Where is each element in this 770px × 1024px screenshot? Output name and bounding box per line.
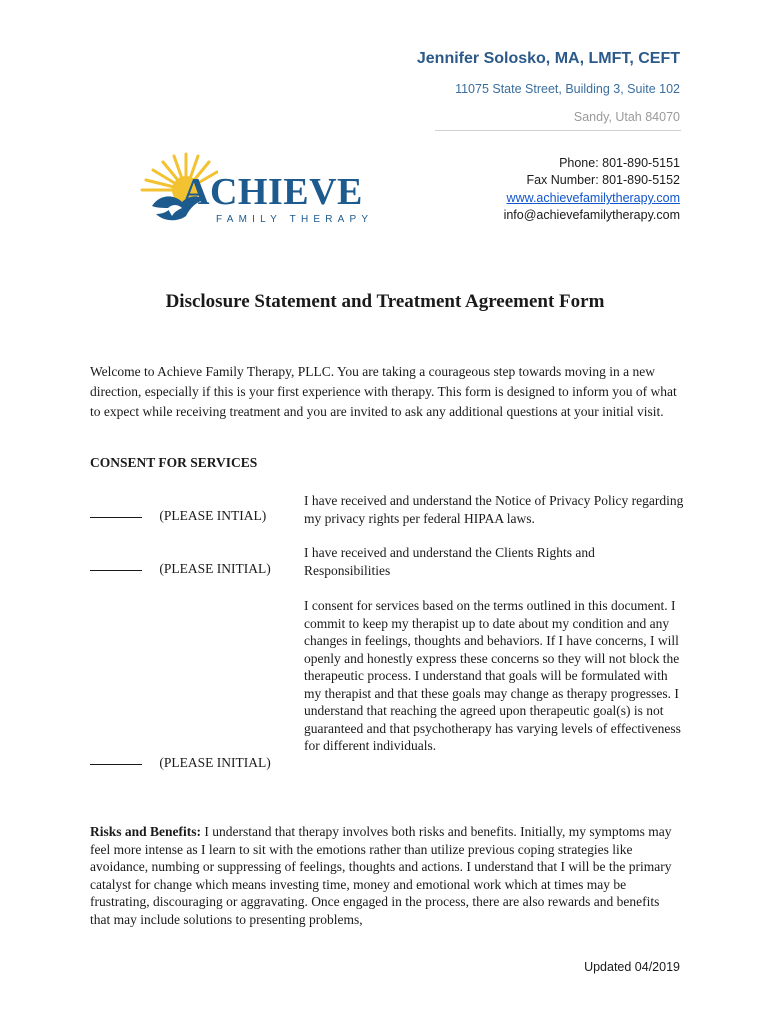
fax-number: Fax Number: 801-890-5152 [526,173,680,187]
statement-consent: I consent for services based on the terms outlined in this document. I commit to keep my therapist up to date about my condition and any changes in feelings, thoughts and behaviors. If I have concerns, I will openly and honestly express these concerns so they will not block the therapeutic process. I understand that goals will be formulated with my therapist and that these goals may change as therapy progresses. I understand that reaching the agreed upon therapeutic goal(s) is not guaranteed and that psychotherapy has varying levels of effectiveness for different individuals. [304,598,681,753]
statement-privacy: I have received and understand the Notice of Privacy Policy regarding my privacy rights per federal HIPAA laws. [304,493,684,526]
initial-label: (PLEASE INTIAL) [159,508,267,523]
initial-line[interactable] [90,570,142,571]
form-title: Disclosure Statement and Treatment Agreement Form [165,291,605,312]
phone-number: Phone: 801-890-5151 [559,156,680,170]
achieve-logo [138,150,398,232]
website-link[interactable]: www.achievefamilytherapy.com [506,191,680,205]
email-address: info@achievefamilytherapy.com [503,208,680,222]
intro-paragraph: Welcome to Achieve Family Therapy, PLLC. You are taking a courageous step towards moving in a new direction, especially if this is your first experience with therapy. This form is designed to inform you of what to expect while receiving treatment and you are invited to ask any additional questions at your initial visit. [90,364,677,419]
updated-date: Updated 04/2019 [584,960,680,974]
logo-subtitle: FAMILY THERAPY [216,214,374,225]
risks-text: I understand that therapy involves both risks and benefits. Initially, my symptoms may feel more intense as I learn to sit with the emotions rather than utilize previous coping strategies like avoidance, numbing or suppressing of feelings, thoughts and actions. I understand that I will be the primary catalyst for change which means investing time, money and emotional work which at times may be frustrating, discouraging or aggravating. Once engaged in the process, there are also rewards and benefits that may include solutions to presenting problems, [90,824,672,927]
address-line-1: 11075 State Street, Building 3, Suite 102 [455,82,680,96]
initial-field-privacy[interactable] [90,508,266,524]
therapist-name: Jennifer Solosko, MA, LMFT, CEFT [416,50,680,67]
initial-line[interactable] [90,517,142,518]
initial-label: (PLEASE INITIAL) [159,755,271,770]
address-line-2: Sandy, Utah 84070 [573,110,680,124]
consent-heading: CONSENT FOR SERVICES [90,455,258,470]
risks-heading: Risks and Benefits: [90,824,202,839]
initial-field-consent[interactable] [90,755,271,771]
initial-label: (PLEASE INITIAL) [159,561,271,576]
logo-wordmark: ACHIEVE [182,171,363,213]
header-divider [435,130,681,131]
statement-rights: I have received and understand the Clients Rights and Responsibilities [304,545,595,578]
initial-field-rights[interactable] [90,561,271,577]
risks-benefits-paragraph [90,823,680,928]
initial-line[interactable] [90,764,142,765]
